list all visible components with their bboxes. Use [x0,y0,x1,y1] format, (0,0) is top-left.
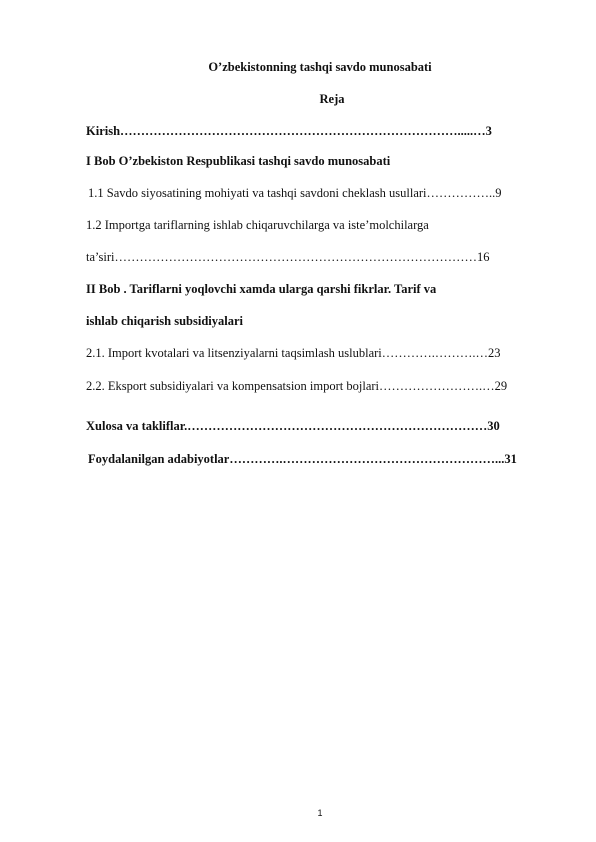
toc-section-1-2-line1: 1.2 Importga tariflarning ishlab chiqaruvchilarga va iste’molchilarga [86,218,429,232]
toc-entry-foydalanilgan: Foydalanilgan adabiyotlar………….……………………………………………...31 [88,452,517,466]
document-title: O’zbekistonning tashqi savdo munosabati [208,60,432,74]
toc-chapter-2-line1: II Bob . Tariflarni yoqlovchi xamda ularga qarshi fikrlar. Tarif va [86,282,437,296]
toc-chapter-2-line2: ishlab chiqarish subsidiyalari [86,314,244,328]
toc-section-2-1: 2.1. Import kvotalari va litsenziyalarni taqsimlash uslublari………….……….…23 [86,346,501,360]
plan-heading: Reja [319,92,345,106]
toc-chapter-1: I Bob O’zbekiston Respublikasi tashqi savdo munosabati [86,154,391,168]
toc-entry-xulosa: Xulosa va takliflar.………………………………………………………………30 [86,419,500,433]
toc-section-2-2: 2.2. Eksport subsidiyalari va kompensatsion import bojlari…………………….…29 [86,379,508,393]
page-number: 1 [317,808,323,818]
toc-section-1-2-line2: ta’siri……………………………………………………………………………16 [86,250,490,264]
toc-section-1-1: 1.1 Savdo siyosatining mohiyati va tashqi savdoni cheklash usullari……………..9 [88,186,502,200]
toc-entry-kirish: Kirish……………………………………………………………………….....…3 [86,124,492,138]
